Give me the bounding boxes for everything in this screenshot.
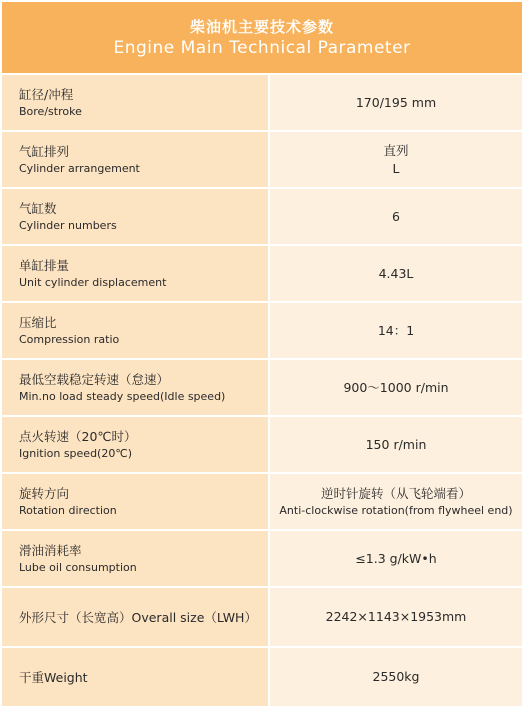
row-value (270, 132, 522, 187)
value-text: 2242×1143×1953mm (325, 609, 467, 624)
row-label (2, 474, 268, 529)
row-value (270, 531, 522, 586)
table-row (2, 360, 522, 415)
row-label (2, 588, 268, 646)
row-value (270, 303, 522, 358)
label-english: Ignition speed(20℃) (19, 446, 132, 460)
table-row (2, 132, 522, 187)
value-text: 150 r/min (365, 436, 427, 452)
table-row (2, 303, 522, 358)
value-subtext: L (392, 160, 400, 176)
label-english: Min.no load steady speed(Idle speed) (19, 389, 226, 403)
table-header (2, 2, 522, 73)
label-chinese: 气缸数 (19, 200, 57, 216)
row-label (2, 132, 268, 187)
label-english: Bore/stroke (19, 104, 82, 118)
row-label (2, 246, 268, 301)
row-value (270, 648, 522, 706)
parameter-table (2, 75, 522, 708)
table-row (2, 189, 522, 244)
label-english: Lube oil consumption (19, 560, 137, 574)
row-value (270, 189, 522, 244)
label-english: Cylinder numbers (19, 218, 117, 232)
label-chinese: 滑油消耗率 (19, 542, 82, 558)
label-english: Cylinder arrangement (19, 161, 140, 175)
value-text: 6 (392, 208, 400, 224)
label-chinese: 单缸排量 (19, 257, 70, 273)
label-english: Compression ratio (19, 332, 120, 346)
row-label (2, 648, 268, 706)
row-value (270, 417, 522, 472)
label-chinese: 压缩比 (19, 314, 57, 330)
table-row (2, 531, 522, 586)
value-text: 逆时针旋转（从飞轮端看） (320, 485, 471, 501)
row-label (2, 531, 268, 586)
row-label (2, 303, 268, 358)
value-text: 900～1000 r/min (343, 379, 449, 395)
label-bilingual: 干重Weight (19, 670, 88, 685)
label-chinese: 点火转速（20℃时） (19, 428, 137, 444)
label-english: Unit cylinder displacement (19, 275, 167, 289)
table-row (2, 648, 522, 706)
table-row (2, 588, 522, 646)
label-chinese: 气缸排列 (19, 143, 70, 159)
table-row (2, 75, 522, 130)
label-chinese: 旋转方向 (19, 485, 70, 501)
value-text: 14：1 (377, 322, 415, 338)
value-text: 2550kg (372, 669, 420, 684)
table-row (2, 246, 522, 301)
value-text: ≤1.3 g/kW•h (355, 550, 437, 566)
row-label (2, 75, 268, 130)
row-label (2, 417, 268, 472)
row-value (270, 474, 522, 529)
row-value (270, 75, 522, 130)
value-text: 4.43L (378, 265, 414, 281)
label-english: Rotation direction (19, 503, 117, 517)
title-chinese: 柴油机主要技术参数 (189, 18, 334, 36)
value-subtext: Anti-clockwise rotation(from flywheel end) (279, 503, 513, 517)
row-value (270, 588, 522, 646)
label-chinese: 缸径/冲程 (19, 86, 74, 102)
value-text: 直列 (383, 142, 409, 158)
row-value (270, 360, 522, 415)
row-label (2, 360, 268, 415)
label-bilingual: 外形尺寸（长宽高）Overall size（LWH） (19, 610, 257, 625)
table-row (2, 417, 522, 472)
value-text: 170/195 mm (355, 94, 437, 110)
row-label (2, 189, 268, 244)
table-row (2, 474, 522, 529)
label-chinese: 最低空载稳定转速（怠速） (19, 371, 170, 387)
row-value (270, 246, 522, 301)
title-english: Engine Main Technical Parameter (113, 38, 411, 58)
